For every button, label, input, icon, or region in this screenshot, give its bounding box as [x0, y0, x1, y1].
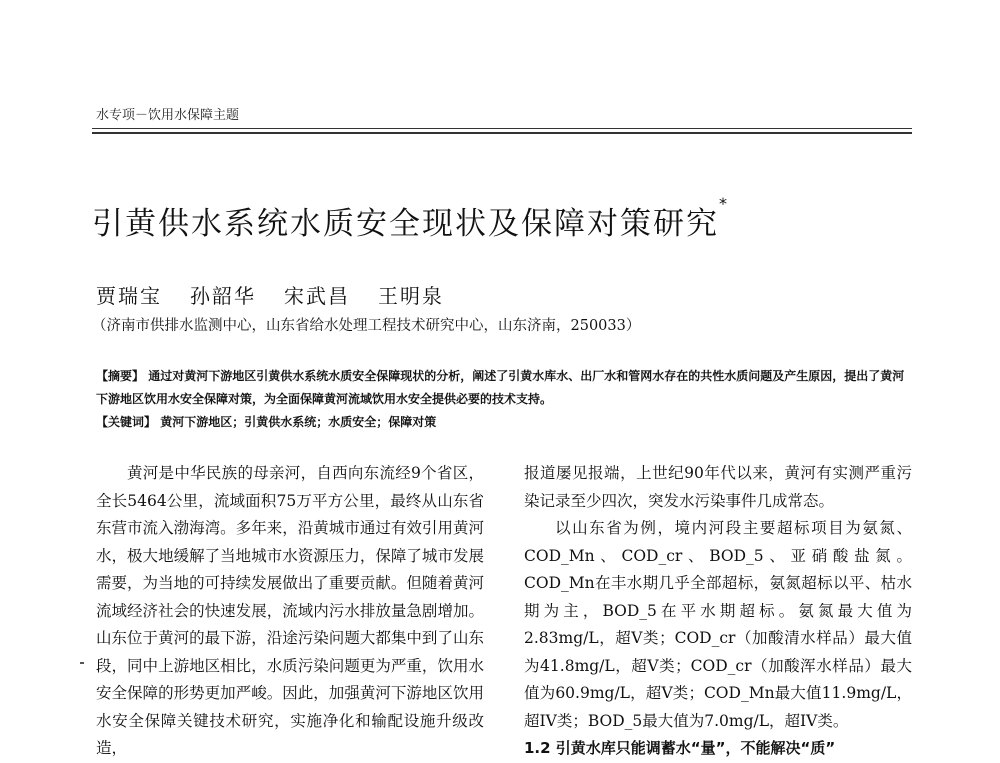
abstract [96, 365, 911, 411]
abstract-text: 通过对黄河下游地区引黄供水系统水质安全保障现状的分析，阐述了引黄水库水、出厂水和管网水存在的共性水质问题及产生原因，提出了黄河下游地区饮用水安全保障对策，为全面保障黄河流域饮用水安全提供必要的技术支持。 [96, 369, 905, 406]
header-rule-thin [92, 128, 912, 129]
section-heading-1-2: 1.2 引黄水库只能调蓄水“量”，不能解决“质” [524, 739, 836, 757]
body-paragraph-shandong: 以山东省为例，境内河段主要超标项目为氨氮、COD_Mn、COD_cr、BOD_5、亚硝酸盐氮。COD_Mn在丰水期几乎全部超标，氨氮超标以平、枯水期为主，BOD_5在平水期超标。氨氮最大值为2.83mg/L，超V类；COD_cr（加酸清水样品）最大值为41.8mg/L，超V类；COD_cr（加酸浑水样品）最大值为60.9mg/L，超V类；COD_Mn最大值11.9mg/L，超IV类；BOD_5最大值为7.0mg/L，超IV类。 [524, 519, 912, 730]
affiliation: （济南市供排水监测中心，山东省给水处理工程技术研究中心，山东济南，250033） [92, 318, 641, 334]
title-text: 引黄供水系统水质安全现状及保障对策研究 [92, 206, 719, 242]
body-column-left [96, 460, 484, 763]
author-3: 宋武昌 [284, 284, 350, 308]
paper-title [92, 194, 729, 243]
body-paragraph-intro: 黄河是中华民族的母亲河，自西向东流经9个省区，全长5464公里，流域面积75万平方公里，最终从山东省东营市流入渤海湾。多年来，沿黄城市通过有效引用黄河水，极大地缓解了当地城市水资源压力，保障了城市发展需要，为当地的可持续发展做出了重要贡献。但随着黄河流域经济社会的快速发展，流域内污水排放量急剧增加。山东位于黄河的最下游，沿途污染问题大都集中到了山东段，同中上游地区相比，水质污染问题更为严重，饮用水安全保障的形势更加严峻。因此，加强黄河下游地区饮用水安全保障关键技术研究，实施净化和输配设施升级改造， [96, 464, 484, 757]
keywords [96, 411, 911, 434]
abstract-block [96, 365, 911, 434]
keywords-text: 黄河下游地区；引黄供水系统；水质安全；保障对策 [160, 415, 437, 429]
running-header: 水专项－饮用水保障主题 [96, 108, 240, 123]
author-2: 孙韶华 [190, 284, 256, 308]
keywords-label: 【关键词】 [96, 415, 157, 429]
body-column-right [524, 460, 912, 763]
title-footnote-mark: * [719, 194, 729, 213]
margin-mark [80, 662, 84, 664]
author-list [96, 280, 472, 309]
header-rule-thick [92, 132, 912, 134]
body-paragraph-continued: 报道屡见报端，上世纪90年代以来，黄河有实测严重污染记录至少四次，突发水污染事件几成常态。 [524, 464, 912, 510]
abstract-label: 【摘要】 [96, 369, 145, 383]
author-4: 王明泉 [378, 284, 444, 308]
author-1: 贾瑞宝 [96, 284, 162, 308]
